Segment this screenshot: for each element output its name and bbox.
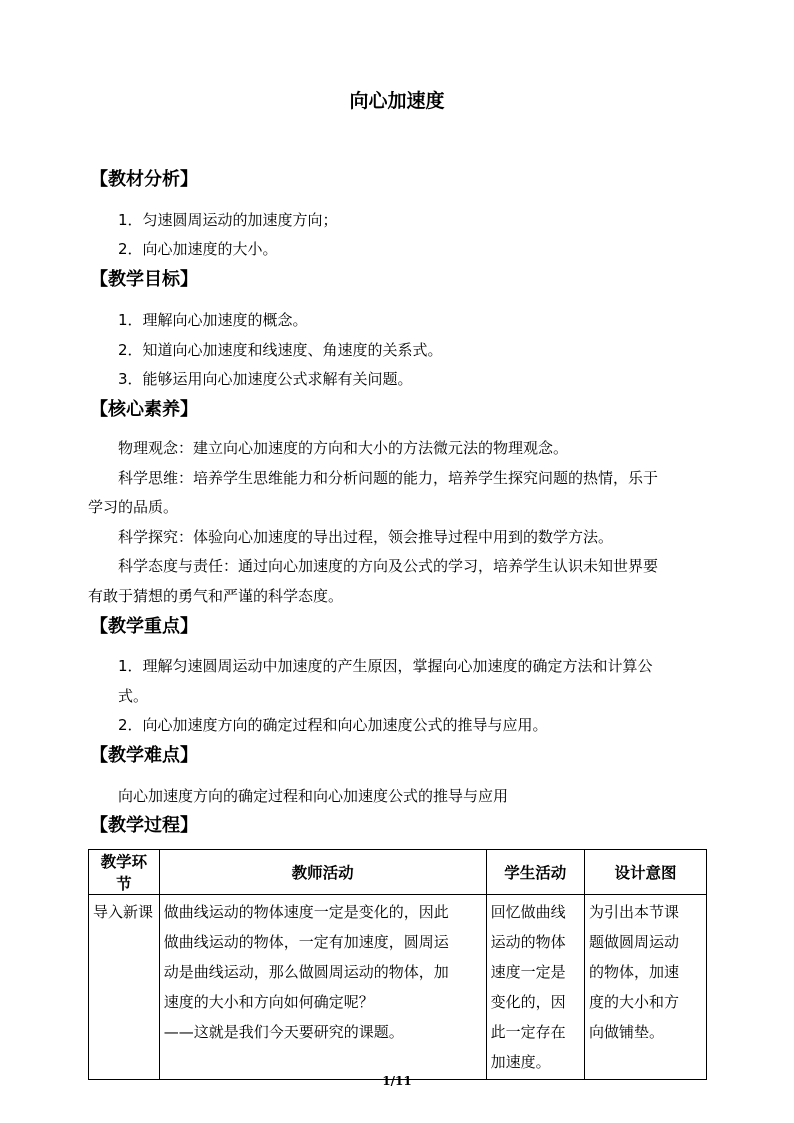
intent-line: 度的大小和方	[589, 993, 680, 1011]
literacy-line-6: 有敢于猜想的勇气和严谨的科学态度。	[88, 587, 344, 605]
teacher-line: 速度的大小和方向如何确定呢？	[163, 993, 374, 1011]
intent-line: 题做圆周运动	[589, 933, 680, 951]
table-header-row	[89, 850, 707, 895]
student-line: 此一定存在	[490, 1023, 566, 1041]
stage-text: 导入新课	[93, 903, 154, 921]
teacher-line: ——这就是我们今天要研究的课题。	[163, 1023, 404, 1041]
goals-item-2: 2．知道向心加速度和线速度、角速度的关系式。	[118, 341, 443, 359]
cell-stage	[89, 895, 160, 1080]
intent-line: 为引出本节课	[589, 903, 680, 921]
intent-line: 的物体，加速	[589, 963, 680, 981]
heading-literacy: 【核心素养】	[90, 399, 198, 420]
teacher-line: 做曲线运动的物体，一定有加速度，圆周运	[163, 933, 449, 951]
student-line: 加速度。	[490, 1053, 551, 1071]
student-line: 运动的物体	[490, 933, 566, 951]
heading-key-points: 【教学重点】	[90, 616, 198, 637]
page-number: 1/11	[382, 1074, 412, 1088]
heading-analysis: 【教材分析】	[90, 169, 198, 190]
header-teacher: 教师活动	[159, 850, 486, 895]
literacy-line-1: 物理观念：建立向心加速度的方向和大小的方法微元法的物理观念。	[118, 439, 569, 457]
header-student: 学生活动	[486, 850, 584, 895]
cell-teacher	[159, 895, 486, 1080]
heading-goals: 【教学目标】	[90, 269, 198, 290]
key-point-line-1: 1．理解匀速圆周运动中加速度的产生原因，掌握向心加速度的确定方法和计算公	[118, 657, 653, 675]
literacy-line-4: 科学探究：体验向心加速度的导出过程，领会推导过程中用到的数学方法。	[118, 528, 614, 546]
cell-intent	[585, 895, 707, 1080]
intent-line: 向做铺垫。	[589, 1023, 665, 1041]
literacy-line-5: 科学态度与责任：通过向心加速度的方向及公式的学习，培养学生认识未知世界要	[118, 557, 659, 575]
page-title: 向心加速度	[349, 90, 445, 112]
key-point-line-3: 2．向心加速度方向的确定过程和向心加速度公式的推导与应用。	[118, 716, 548, 734]
literacy-line-2: 科学思维：培养学生思维能力和分析问题的能力，培养学生探究问题的热情，乐于	[118, 469, 659, 487]
student-line: 变化的，因	[490, 993, 566, 1011]
goals-item-3: 3．能够运用向心加速度公式求解有关问题。	[118, 370, 413, 388]
student-line: 速度一定是	[490, 963, 566, 981]
analysis-item-2: 2．向心加速度的大小。	[118, 240, 278, 258]
analysis-item-1: 1．匀速圆周运动的加速度方向；	[118, 211, 338, 229]
cell-student	[486, 895, 584, 1080]
goals-item-1: 1．理解向心加速度的概念。	[118, 311, 308, 329]
heading-difficulties: 【教学难点】	[90, 745, 198, 766]
table-row	[89, 895, 707, 1080]
difficulties-text: 向心加速度方向的确定过程和向心加速度公式的推导与应用	[118, 787, 509, 805]
teacher-line: 做曲线运动的物体速度一定是变化的，因此	[163, 903, 449, 921]
header-stage: 教学环节	[89, 850, 160, 895]
heading-process: 【教学过程】	[90, 815, 198, 836]
key-point-line-2: 式。	[118, 687, 149, 705]
literacy-line-3: 学习的品质。	[88, 498, 179, 516]
process-table	[88, 849, 707, 1080]
student-line: 回忆做曲线	[490, 903, 566, 921]
teacher-line: 动是曲线运动，那么做圆周运动的物体，加	[163, 963, 449, 981]
header-intent: 设计意图	[585, 850, 707, 895]
